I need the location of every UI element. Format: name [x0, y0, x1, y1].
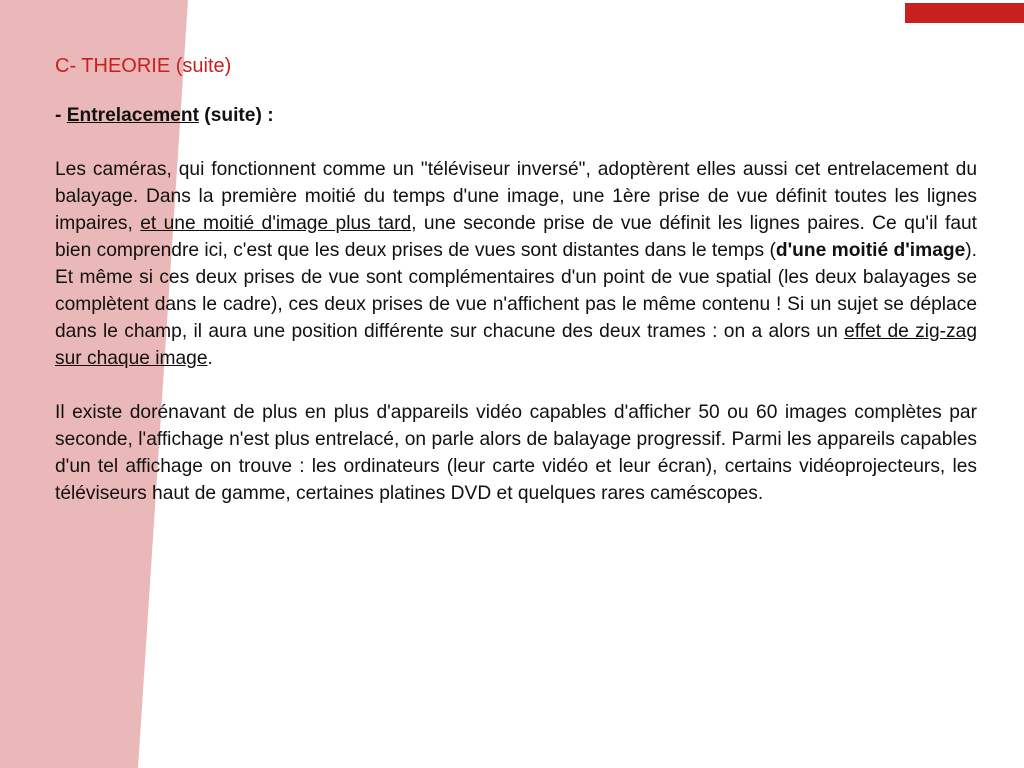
paragraph-progressive: Il existe dorénavant de plus en plus d'appareils vidéo capables d'afficher 50 ou 60 images complètes par seconde, l'affichage n'est plus entrelacé, on parle alors de balayage progressif. Parmi les appareils capables d'un tel affichage on trouve : les ordinateurs (leur carte vidéo et leur écran), certains vidéoprojecteurs, les téléviseurs haut de gamme, certaines platines DVD et quelques rares caméscopes.	[55, 402, 977, 504]
slide-content	[55, 51, 977, 534]
section-title: C- THEORIE (suite)	[55, 55, 232, 77]
paragraph-interlacing	[55, 156, 977, 372]
subheading-prefix: -	[55, 105, 67, 126]
subheading-keyword: Entrelacement	[66, 105, 199, 126]
paragraph1-part4: .	[207, 348, 213, 369]
paragraph1-part3: ). Et même si ces deux prises de vue sont complémentaires d'un point de vue spatial (les deux balayages se complètent dans le cadre), ces deux prises de vue n'affichent pas le même contenu ! Si un sujet se déplace dans le champ, il aura une position différente sur chacune des deux trames : on a alors un	[55, 240, 977, 342]
paragraph1-part1: Les caméras, qui fonctionnent comme un "téléviseur inversé", adoptèrent elles aussi cet entrelacement du balayage. Dans la première moitié du temps d'une image, une 1ère prise de vue définit toutes les lignes impaires,	[55, 159, 977, 234]
subheading-suffix: (suite) :	[198, 105, 274, 126]
underlined-zigzag-effect: effet de zig-zag sur chaque image	[55, 321, 977, 369]
paragraph1-part2: , une seconde prise de vue définit les lignes paires. Ce qu'il faut bien comprendre ici, c'est que les deux prises de vues sont distantes dans le temps (	[55, 213, 977, 261]
underlined-half-image-later: et une moitié d'image plus tard	[140, 213, 412, 234]
bold-half-image: d'une moitié d'image	[775, 240, 966, 261]
subheading	[55, 102, 977, 129]
accent-bar	[905, 3, 1024, 23]
